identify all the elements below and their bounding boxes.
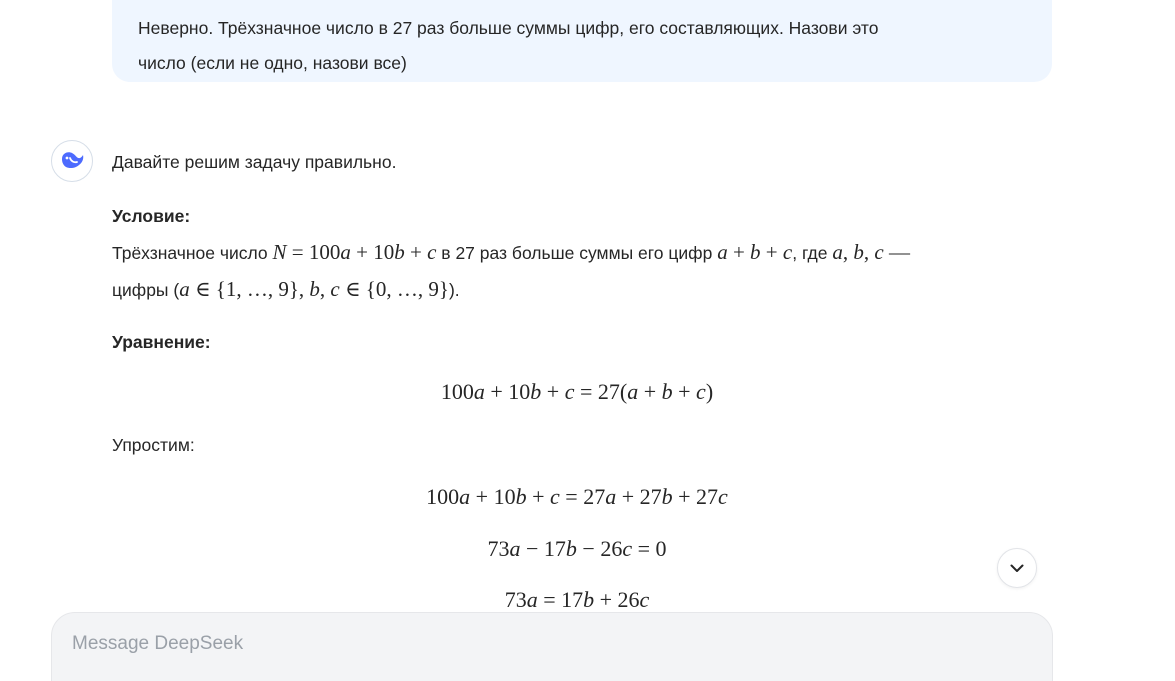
digit-sum-formula: a + b + c [717, 240, 793, 264]
equation-rearranged: 73a = 17b + 26c [504, 587, 650, 612]
assistant-intro: Давайте решим задачу правильно. [112, 152, 397, 172]
digit-ranges-formula: a ∈ {1, …, 9}, b, c ∈ {0, …, 9} [179, 277, 449, 301]
simplify-label: Упростим: [112, 435, 195, 455]
condition-text-1: Трёхзначное число [112, 243, 268, 263]
chevron-down-icon [1008, 559, 1026, 577]
deepseek-whale-icon [58, 147, 86, 175]
assistant-avatar [51, 140, 93, 182]
equation-expanded: 100a + 10b + c = 27a + 27b + 27c [426, 484, 728, 509]
condition-text-2: в 27 раз больше суммы его цифр [441, 243, 713, 263]
message-input[interactable] [70, 632, 974, 656]
user-message-line-2: число (если не одно, назови все) [138, 53, 407, 73]
equation-main: 100a + 10b + c = 27(a + b + c) [440, 379, 714, 404]
number-formula: N = 100a + 10b + c [272, 240, 437, 264]
digits-variables: a, b, c — [832, 240, 910, 264]
user-message-line-1: Неверно. Трёхзначное число в 27 раз больше суммы цифр, его составляющих. Назови это [138, 18, 879, 38]
condition-text-3: , где [792, 243, 828, 263]
assistant-message [112, 144, 1042, 618]
condition-paragraph [112, 234, 1042, 308]
condition-text-4: цифры ( [112, 280, 180, 300]
message-composer [51, 612, 1053, 681]
scroll-to-bottom-button[interactable] [997, 548, 1037, 588]
condition-text-5: ). [448, 280, 460, 300]
equation-reduced: 73a − 17b − 26c = 0 [487, 536, 667, 561]
condition-heading: Условие: [112, 206, 191, 226]
equation-heading: Уравнение: [112, 332, 211, 352]
user-message-bubble [112, 0, 1052, 82]
